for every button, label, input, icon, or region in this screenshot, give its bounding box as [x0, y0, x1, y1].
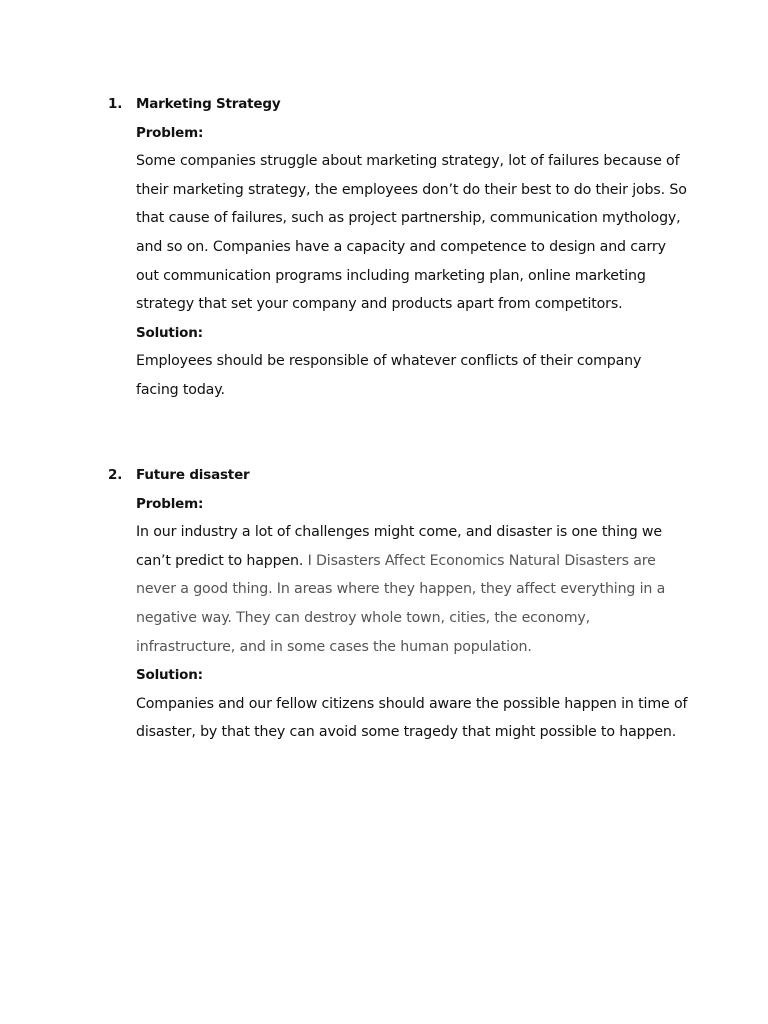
- section-heading: [108, 461, 688, 490]
- section-future-disaster: [108, 461, 688, 747]
- problem-quoted-text: I Disasters Affect Economics Natural Disasters are never a good thing. In areas where they happen, they affect everything in a negative way. They can destroy whole town, cities, the economy, infrastructure, and in some cases the human population.: [136, 552, 666, 655]
- section-number: 2.: [108, 467, 123, 484]
- section-body: [136, 490, 688, 747]
- problem-label: Problem:: [136, 495, 204, 512]
- solution-label: Solution:: [136, 324, 203, 341]
- problem-paragraph: [136, 518, 688, 661]
- solution-text: Companies and our fellow citizens should aware the possible happen in time of disaster, by that they can avoid some tragedy that might possible to happen.: [136, 695, 688, 741]
- section-heading: [108, 90, 688, 119]
- section-marketing-strategy: [108, 90, 688, 405]
- solution-label: Solution:: [136, 667, 203, 684]
- section-number: 1.: [108, 96, 123, 113]
- section-title: Future disaster: [136, 467, 250, 484]
- problem-label: Problem:: [136, 124, 204, 141]
- problem-text: Some companies struggle about marketing strategy, lot of failures because of their marketing strategy, the employees don’t do their best to do their jobs. So that cause of failures, such as project partnership, communication mythology, and so on. Companies have a capacity and competence to design and carry out communication programs including marketing plan, online marketing strategy that set your company and products apart from competitors.: [136, 153, 687, 313]
- solution-text: Employees should be responsible of whatever conflicts of their company facing today.: [136, 353, 642, 398]
- problem-text: In our industry a lot of challenges might come, and disaster is one thing we can’t predict to happen.: [136, 524, 662, 569]
- section-body: [136, 119, 688, 405]
- section-title: Marketing Strategy: [136, 96, 281, 113]
